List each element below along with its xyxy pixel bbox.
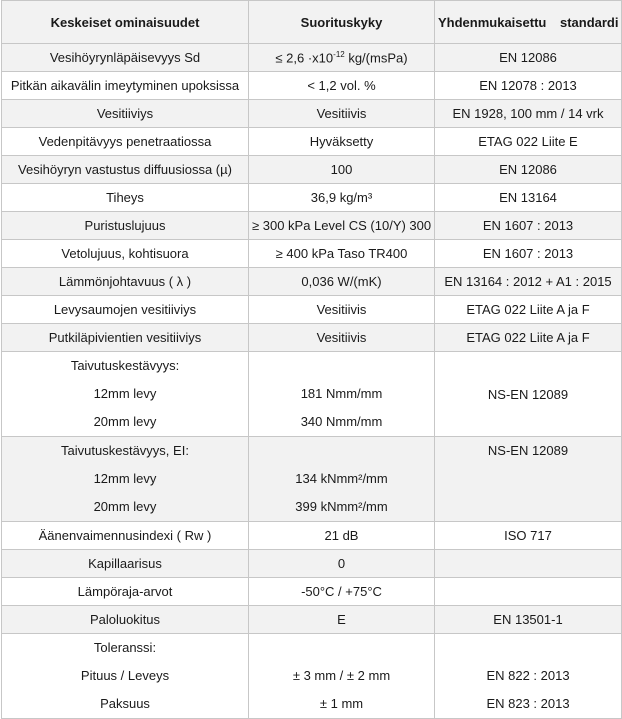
table-row xyxy=(2,128,622,156)
bending-property-cell xyxy=(2,352,249,437)
performance-cell: E xyxy=(249,606,435,634)
tolerance-label-length-width: Pituus / Leveys xyxy=(80,668,170,683)
performance-cell: 36,9 kg/m³ xyxy=(249,184,435,212)
bending-ei-property-cell xyxy=(2,437,249,522)
tolerance-label-thickness: Paksuus xyxy=(100,696,150,711)
standard-cell: ETAG 022 Liite A ja F xyxy=(435,324,622,352)
bending-value-12mm: 181 Nmm/mm xyxy=(300,386,383,401)
performance-cell: 100 xyxy=(249,156,435,184)
tolerance-standard-length-width: EN 822 : 2013 xyxy=(486,668,570,683)
performance-cell: Vesitiivis xyxy=(249,100,435,128)
property-cell: Tiheys xyxy=(2,184,249,212)
property-cell: Levysaumojen vesitiiviys xyxy=(2,296,249,324)
bending-ei-standard-cell: NS-EN 12089 xyxy=(435,437,622,522)
standard-cell: EN 1928, 100 mm / 14 vrk xyxy=(435,100,622,128)
standard-cell: EN 12086 xyxy=(435,44,622,72)
performance-cell: ≥ 400 kPa Taso TR400 xyxy=(249,240,435,268)
bending-value-20mm: 340 Nmm/mm xyxy=(300,414,383,429)
table-row xyxy=(2,156,622,184)
standard-cell: ISO 717 xyxy=(435,522,622,550)
header-performance: Suorituskyky xyxy=(249,1,435,44)
standard-cell xyxy=(435,550,622,578)
property-cell: Puristuslujuus xyxy=(2,212,249,240)
property-cell: Kapillaarisus xyxy=(2,550,249,578)
property-cell: Putkiläpivientien vesitiiviys xyxy=(2,324,249,352)
standard-cell: EN 12078 : 2013 xyxy=(435,72,622,100)
performance-cell: Vesitiivis xyxy=(249,324,435,352)
properties-table xyxy=(1,0,622,719)
tolerance-property-cell xyxy=(2,634,249,719)
performance-cell: Hyväksetty xyxy=(249,128,435,156)
standard-cell: EN 12086 xyxy=(435,156,622,184)
tolerance-value-length-width: ± 3 mm / ± 2 mm xyxy=(292,668,391,683)
table-row xyxy=(2,606,622,634)
standard-cell: EN 1607 : 2013 xyxy=(435,212,622,240)
bending-ei-label-12mm: 12mm levy xyxy=(93,471,157,486)
tolerance-value-thickness: ± 1 mm xyxy=(319,696,364,711)
standard-cell: ETAG 022 Liite A ja F xyxy=(435,296,622,324)
header-property: Keskeiset ominaisuudet xyxy=(2,1,249,44)
tolerance-title: Toleranssi: xyxy=(93,640,157,655)
property-cell: Vesitiiviys xyxy=(2,100,249,128)
performance-cell: < 1,2 vol. % xyxy=(249,72,435,100)
bending-ei-label-20mm: 20mm levy xyxy=(93,499,157,514)
performance-cell: Vesitiivis xyxy=(249,296,435,324)
tolerance-row xyxy=(2,634,622,719)
bending-ei-value-12mm: 134 kNmm²/mm xyxy=(295,471,388,486)
tolerance-standard-cell xyxy=(435,634,622,719)
bending-label-12mm: 12mm levy xyxy=(93,386,157,401)
bending-standard-cell: NS-EN 12089 xyxy=(435,352,622,437)
standard-cell: EN 1607 : 2013 xyxy=(435,240,622,268)
standard-cell: EN 13164 xyxy=(435,184,622,212)
performance-cell: ≤ $2,6 \cdot x10^{-12}$ kg/(msPa) xyxy=(249,44,435,72)
performance-cell: ≥ 300 kPa Level CS (10/Y) 300 xyxy=(249,212,435,240)
performance-cell: -50°C / +75°C xyxy=(249,578,435,606)
bending-ei-row xyxy=(2,437,622,522)
performance-cell: 21 dB xyxy=(249,522,435,550)
standard-cell xyxy=(435,578,622,606)
bending-title: Taivutuskestävyys: xyxy=(70,358,180,373)
bending-label-20mm: 20mm levy xyxy=(93,414,157,429)
property-cell: Äänenvaimennusindexi ( Rw ) xyxy=(2,522,249,550)
table-row xyxy=(2,100,622,128)
tolerance-standard-thickness: EN 823 : 2013 xyxy=(486,696,570,711)
property-cell: Vedenpitävyys penetraatiossa xyxy=(2,128,249,156)
standard-cell: EN 13501-1 xyxy=(435,606,622,634)
table-row xyxy=(2,240,622,268)
property-cell: Vetolujuus, kohtisuora xyxy=(2,240,249,268)
table-row xyxy=(2,72,622,100)
bending-performance-cell xyxy=(249,352,435,437)
property-cell: Lämpöraja-arvot xyxy=(2,578,249,606)
standard-cell: ETAG 022 Liite E xyxy=(435,128,622,156)
bending-ei-value-20mm: 399 kNmm²/mm xyxy=(295,499,388,514)
tolerance-performance-cell xyxy=(249,634,435,719)
table-row xyxy=(2,296,622,324)
bending-row xyxy=(2,352,622,437)
table-row xyxy=(2,212,622,240)
table-row xyxy=(2,44,622,72)
performance-cell: 0 xyxy=(249,550,435,578)
table-row xyxy=(2,184,622,212)
performance-cell: 0,036 W/(mK) xyxy=(249,268,435,296)
property-cell: Pitkän aikavälin imeytyminen upoksissa xyxy=(2,72,249,100)
standard-cell: EN 13164 : 2012 + A1 : 2015 xyxy=(435,268,622,296)
property-cell: Vesihöyryn vastustus diffuusiossa (µ) xyxy=(2,156,249,184)
table-row xyxy=(2,578,622,606)
property-cell: Vesihöyrynläpäisevyys Sd xyxy=(2,44,249,72)
bending-ei-title: Taivutuskestävyys, EI: xyxy=(61,443,189,458)
table-row xyxy=(2,522,622,550)
table-row xyxy=(2,324,622,352)
property-cell: Lämmönjohtavuus ( λ ) xyxy=(2,268,249,296)
property-cell: Paloluokitus xyxy=(2,606,249,634)
header-row xyxy=(2,1,622,44)
table-row xyxy=(2,550,622,578)
bending-ei-performance-cell xyxy=(249,437,435,522)
table-row xyxy=(2,268,622,296)
header-standard: Yhdenmukaisettu standardi xyxy=(435,1,622,44)
